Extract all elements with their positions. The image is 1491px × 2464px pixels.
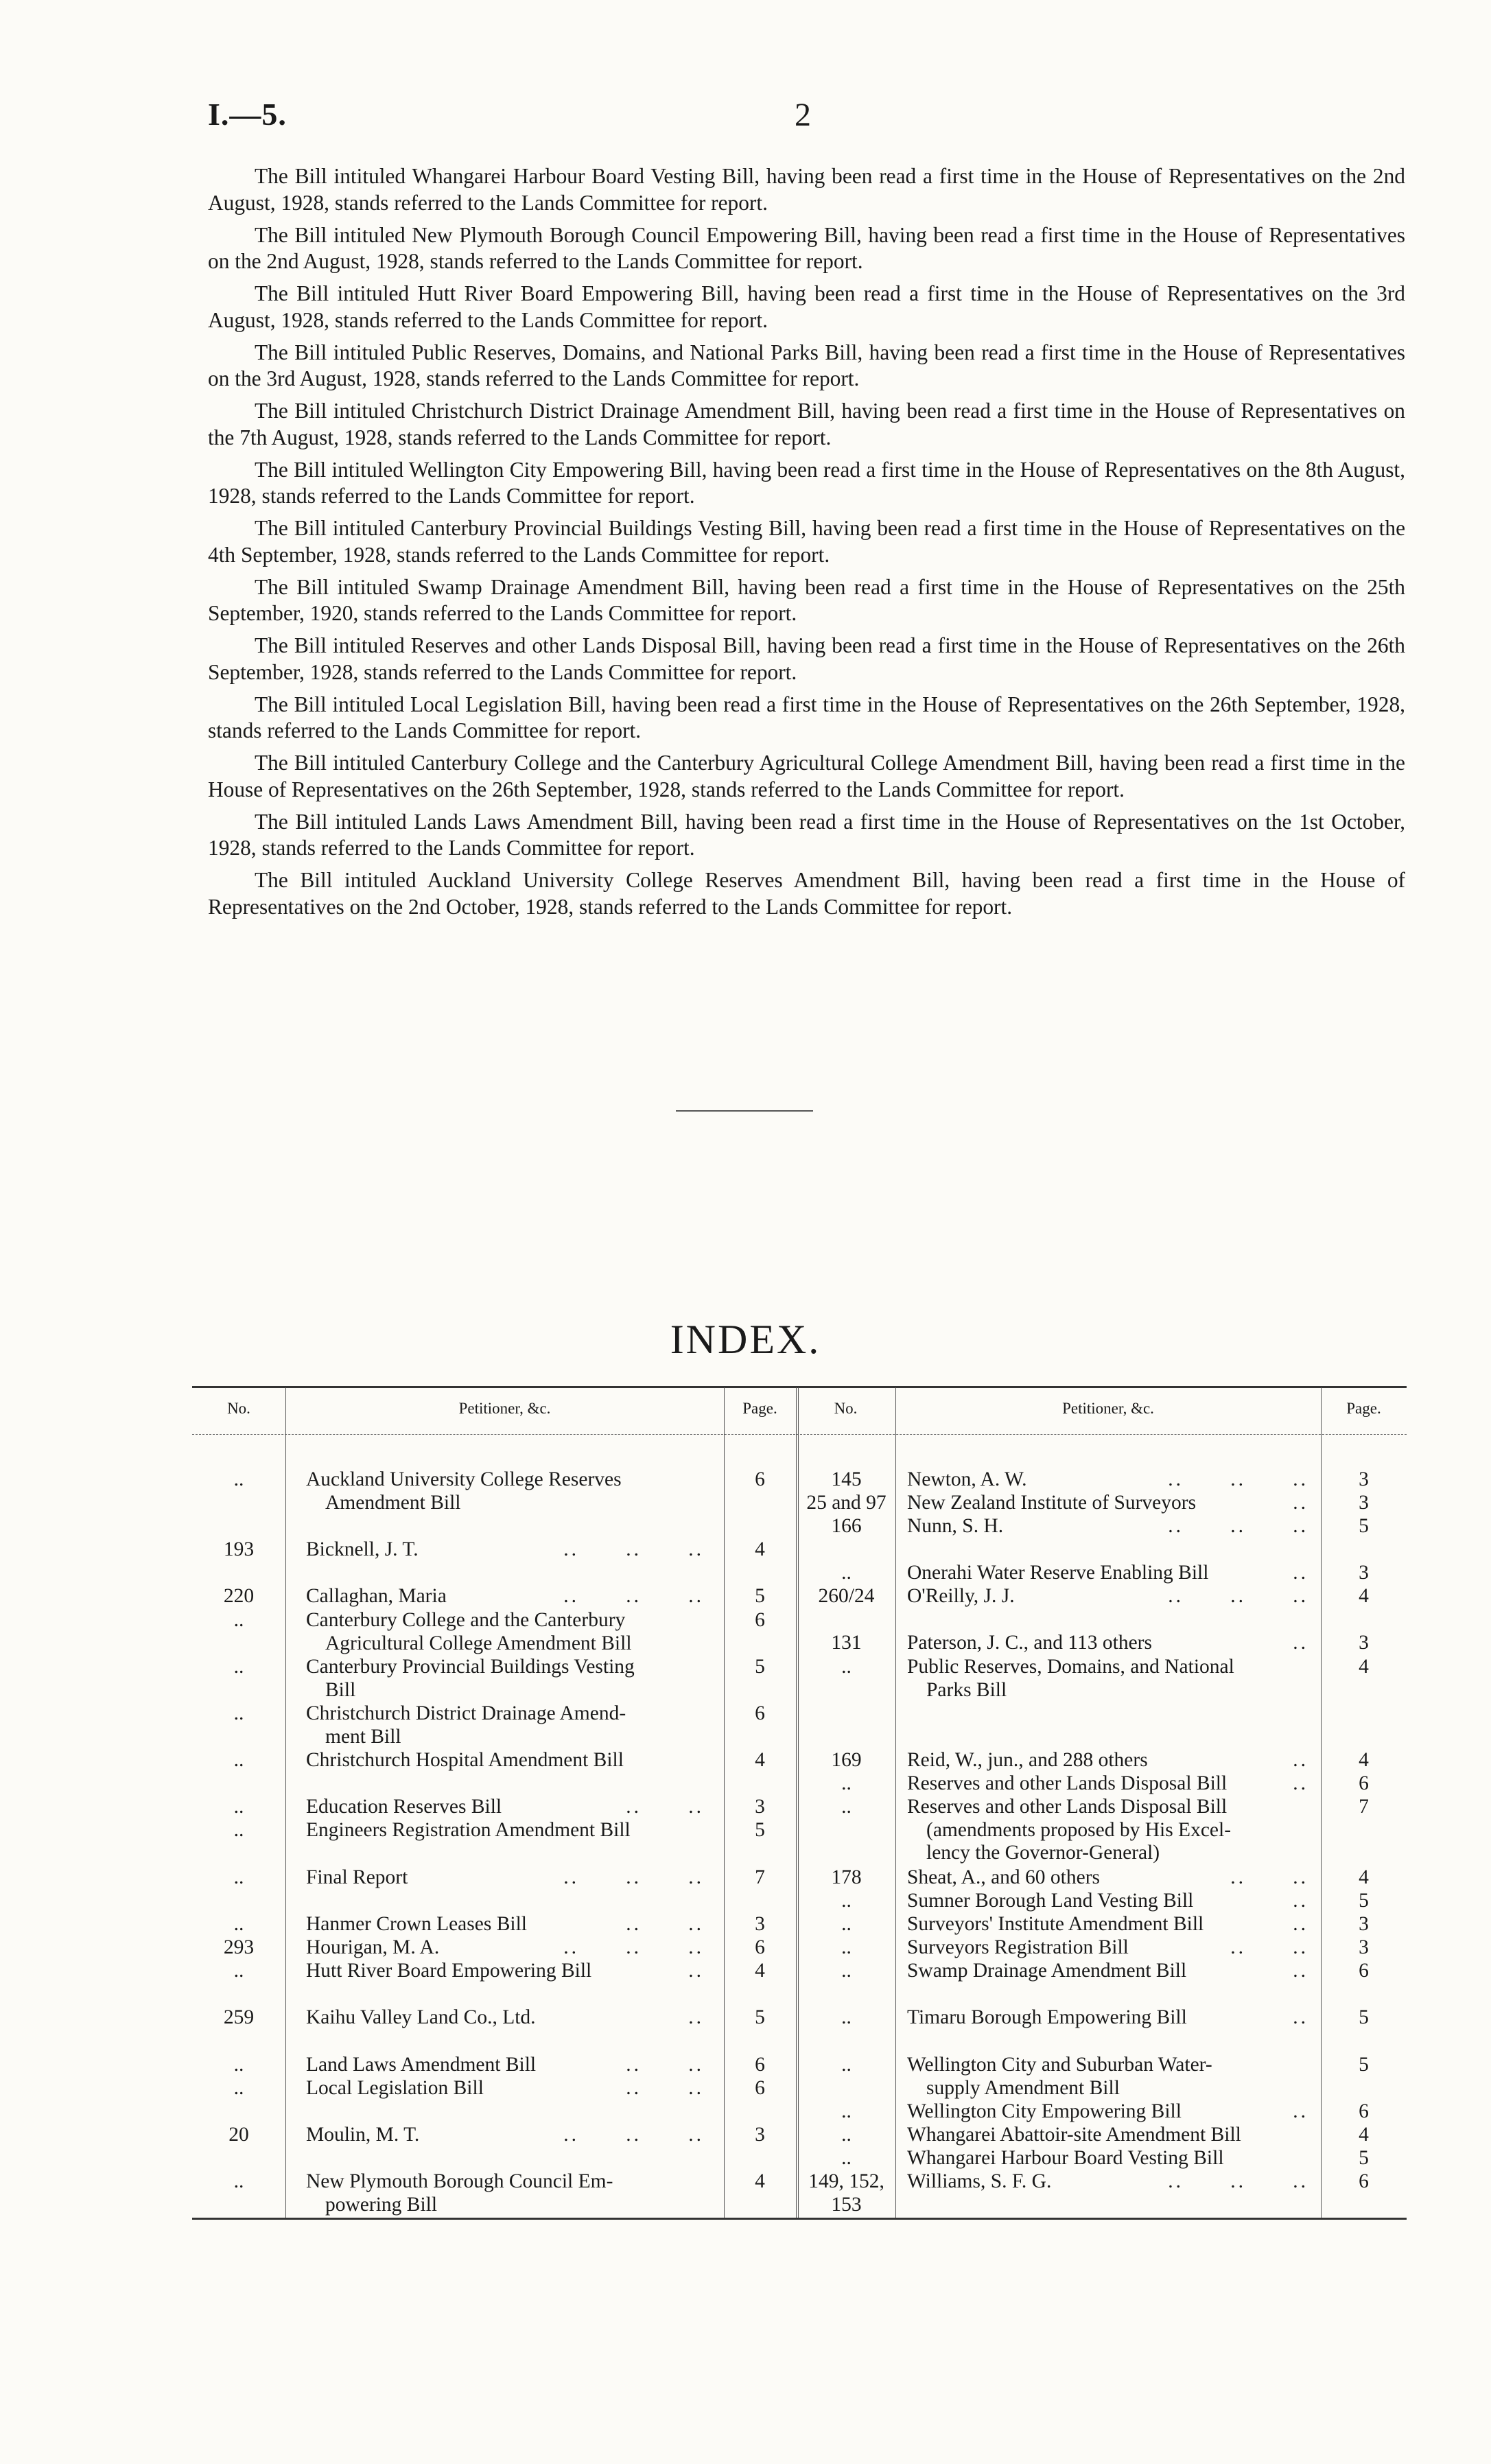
index-entry-title [306, 2124, 704, 2147]
index-entry-number: .. [233, 1819, 244, 1841]
index-entry-page: 6 [755, 2054, 765, 2076]
index-entry-title [306, 1819, 704, 1842]
index-entry-number: .. [841, 1890, 852, 1912]
index-entry-page: 4 [755, 1749, 765, 1771]
index-entry-page: 3 [755, 2124, 765, 2146]
index-entry-title-text: Whangarei Abattoir-site Amendment Bill [907, 2124, 1241, 2146]
index-entry-number: 131 [831, 1632, 862, 1654]
leader-dots: .. .. [626, 1796, 704, 1818]
index-entry-continuation: (amendments proposed by His Excel- [926, 1818, 1232, 1841]
column-rule [285, 1387, 286, 2218]
index-entry-name [907, 1515, 1308, 1538]
index-entry-name [907, 1468, 1308, 1492]
index-entry-name [907, 1585, 1308, 1608]
leader-dots: .. [1293, 1890, 1308, 1912]
index-entry-title [306, 1796, 704, 1819]
leader-dots: .. [1293, 2006, 1308, 2028]
index-entry-title-text: Auckland University College Reserves [306, 1468, 622, 1490]
index-entry-title [306, 1468, 704, 1492]
index-entry-name [907, 2054, 1308, 2100]
paragraph: The Bill intituled Hutt River Board Empowering Bill, having been read a first time in the House of Representatives on the 3rd August, 1928, stands referred to the Lands Committee for report. [208, 281, 1405, 332]
index-entry-title-text: Canterbury College and the Canterbury [306, 1609, 626, 1631]
index-entry-title-text: Canterbury Provincial Buildings Vesting [306, 1656, 635, 1678]
index-entry-title [907, 1960, 1308, 1983]
leader-dots: .. [1293, 1960, 1308, 1982]
index-entry-name [907, 1890, 1308, 1913]
index-entry-name [306, 1656, 704, 1702]
index-entry-number: 145 [831, 1468, 862, 1490]
index-entry-title-text: Newton, A. W. [907, 1468, 1027, 1490]
index-entry-page: 3 [1359, 1632, 1369, 1654]
header-petitioner-left: Petitioner, &c. [458, 1400, 551, 1417]
index-entry-title [907, 1585, 1308, 1608]
index-entry-title-text: Surveyors Registration Bill [907, 1936, 1129, 1958]
index-entry-number: .. [233, 1468, 244, 1490]
index-entry-name [907, 2170, 1308, 2194]
index-entry-title [306, 1585, 704, 1608]
index-entry-page: 5 [1359, 2006, 1369, 2028]
index-entry-title-text: Land Laws Amendment Bill [306, 2054, 537, 2076]
index-entry-number: 260/24 [818, 1585, 875, 1607]
index-entry-title-text: Williams, S. F. G. [907, 2170, 1052, 2192]
index-entry-name [306, 2006, 704, 2030]
index-entry-number: .. [841, 1772, 852, 1794]
leader-dots: .. .. .. [563, 1866, 704, 1888]
index-entry-number: .. [233, 1609, 244, 1631]
index-entry-title-text: Reserves and other Lands Disposal Bill [907, 1772, 1228, 1794]
paragraph: The Bill intituled Lands Laws Amendment Bill, having been read a first time in the House of Representatives on the 1st October, 1928, stands referred to the Lands Committee for report. [208, 809, 1405, 860]
index-entry-name [306, 1960, 704, 1983]
index-entry-number: .. [233, 1913, 244, 1935]
leader-dots: .. [1293, 2100, 1308, 2122]
index-entry-number: .. [841, 1936, 852, 1958]
index-entry-number: .. [841, 1796, 852, 1818]
index-entry-page: 4 [1359, 1585, 1369, 1607]
index-entry-page: 3 [1359, 1936, 1369, 1958]
column-rule [895, 1387, 896, 2218]
index-entry-number: .. [233, 1702, 244, 1724]
table-header-rule [192, 1434, 1407, 1435]
index-entry-name [306, 1609, 704, 1655]
index-entry-number: .. [841, 1562, 852, 1584]
index-entry-title [907, 1492, 1308, 1515]
index-entry-title-text: Local Legislation Bill [306, 2077, 484, 2099]
index-entry-title [907, 2100, 1308, 2124]
index-entry-name [907, 1749, 1308, 1772]
leader-dots: .. [1293, 1749, 1308, 1771]
leader-dots: .. .. .. [1168, 1515, 1308, 1537]
index-entry-page: 7 [755, 1866, 765, 1888]
index-entry-continuation: supply Amendment Bill [926, 2076, 1120, 2099]
index-entry-title [907, 1866, 1308, 1890]
index-entry-page: 3 [755, 1796, 765, 1818]
index-entry-title-text: New Zealand Institute of Surveyors [907, 1492, 1197, 1514]
index-entry-number: .. [841, 2054, 852, 2076]
index-entry-title-text: Wellington City Empowering Bill [907, 2100, 1182, 2122]
header-no-left: No. [227, 1400, 250, 1417]
header-page-left: Page. [742, 1400, 777, 1417]
index-entry-number: .. [841, 1656, 852, 1678]
index-entry-title-text: Wellington City and Suburban Water- [907, 2054, 1212, 2076]
index-entry-page: 4 [1359, 2124, 1369, 2146]
index-entry-title-text: Sumner Borough Land Vesting Bill [907, 1890, 1194, 1912]
index-entry-title [907, 1913, 1308, 1936]
leader-dots: .. [688, 2006, 704, 2028]
leader-dots: .. .. [1230, 1936, 1308, 1958]
index-entry-title [306, 2077, 704, 2100]
index-entry-continuation: powering Bill [325, 2193, 438, 2216]
leader-dots: .. [1293, 1772, 1308, 1794]
index-entry-title [907, 1749, 1308, 1772]
index-entry-continuation: Bill [325, 1678, 356, 1701]
index-entry-page: 4 [755, 1960, 765, 1982]
header-petitioner-right: Petitioner, &c. [1062, 1400, 1154, 1417]
leader-dots: .. [1293, 1492, 1308, 1514]
header-no-right: No. [834, 1400, 858, 1417]
index-entry-title-text: New Plymouth Borough Council Em- [306, 2170, 613, 2192]
leader-dots: .. .. .. [563, 1585, 704, 1607]
index-entry-name [907, 2006, 1308, 2030]
index-entry-number: .. [233, 2077, 244, 2099]
index-entry-title [306, 1960, 704, 1983]
paragraph: The Bill intituled New Plymouth Borough Council Empowering Bill, having been read a first time in the House of Representatives on the 2nd August, 1928, stands referred to the Lands Committee for report. [208, 222, 1405, 273]
index-entry-continuation: Amendment Bill [325, 1491, 461, 1514]
index-entry-page: 7 [1359, 1796, 1369, 1818]
index-entry-name [306, 2077, 704, 2100]
index-entry-name [306, 1796, 704, 1819]
index-entry-title-text: Education Reserves Bill [306, 1796, 502, 1818]
index-entry-title [907, 1772, 1308, 1796]
index-entry-number: 259 [223, 2006, 255, 2028]
index-entry-title [306, 2170, 704, 2194]
index-entry-name [306, 2124, 704, 2147]
index-entry-number: .. [841, 2006, 852, 2028]
header-page-right: Page. [1346, 1400, 1381, 1417]
leader-dots: .. .. .. [1168, 1585, 1308, 1607]
paragraph: The Bill intituled Whangarei Harbour Board Vesting Bill, having been read a first time in the House of Representatives on the 2nd August, 1928, stands referred to the Lands Committee for report. [208, 164, 1405, 215]
index-entry-title [907, 2006, 1308, 2030]
index-entry-title [907, 1656, 1308, 1679]
section-divider [676, 1110, 813, 1112]
index-entry-name [907, 1492, 1308, 1515]
paragraph: The Bill intituled Wellington City Empowering Bill, having been read a first time in the House of Representatives on the 8th August, 1928, stands referred to the Lands Committee for report. [208, 457, 1405, 508]
index-entry-page: 4 [1359, 1656, 1369, 1678]
index-entry-title [306, 2054, 704, 2077]
index-entry-title [907, 1890, 1308, 1913]
index-entry-page: 5 [1359, 1890, 1369, 1912]
index-entry-page: 6 [1359, 2100, 1369, 2122]
index-entry-page: 6 [755, 2077, 765, 2099]
index-entry-title-text: Timaru Borough Empowering Bill [907, 2006, 1187, 2028]
index-entry-name [907, 2124, 1308, 2147]
index-entry-page: 5 [1359, 2054, 1369, 2076]
index-entry-page: 5 [1359, 2147, 1369, 2169]
index-entry-page: 6 [755, 1702, 765, 1724]
index-entry-continuation: lency the Governor-General) [926, 1842, 1160, 1864]
index-entry-page: 6 [755, 1609, 765, 1631]
index-entry-number: .. [233, 1749, 244, 1771]
index-entry-name [306, 1538, 704, 1562]
table-bottom-rule [192, 2218, 1407, 2220]
index-entry-title [306, 1702, 704, 1726]
index-entry-page: 5 [755, 1819, 765, 1841]
index-entry-title-text: Callaghan, Maria [306, 1585, 447, 1607]
index-entry-number: 25 and 97 [806, 1492, 887, 1514]
index-entry-page: 5 [755, 2006, 765, 2028]
index-entry-page: 6 [755, 1468, 765, 1490]
index-entry-title [907, 1468, 1308, 1492]
index-entry-page: 3 [1359, 1468, 1369, 1490]
index-entry-title-text: Moulin, M. T. [306, 2124, 420, 2146]
index-entry-name [907, 1772, 1308, 1796]
index-entry-page: 4 [755, 1538, 765, 1560]
index-entry-title [306, 1913, 704, 1936]
paragraph: The Bill intituled Public Reserves, Domains, and National Parks Bill, having been read a first time in the House of Representatives on the 3rd August, 1928, stands referred to the Lands Committee for report. [208, 340, 1405, 390]
index-entry-name [907, 1656, 1308, 1702]
index-entry-title [907, 1936, 1308, 1960]
index-entry-name [306, 2170, 704, 2216]
index-entry-number: 193 [223, 1538, 255, 1560]
index-entry-number: .. [841, 1913, 852, 1935]
index-entry-title-text: Hutt River Board Empowering Bill [306, 1960, 592, 1982]
index-entry-page: 3 [1359, 1913, 1369, 1935]
body-text [208, 163, 1405, 926]
index-entry-number: 149, 152, 153 [808, 2170, 884, 2216]
leader-dots: .. .. [626, 2054, 704, 2076]
index-entry-name [306, 1913, 704, 1936]
index-title: INDEX. [670, 1317, 821, 1362]
index-entry-title-text: Christchurch Hospital Amendment Bill [306, 1749, 624, 1771]
leader-dots: .. [1293, 1562, 1308, 1584]
index-entry-title-text: Reid, W., jun., and 288 others [907, 1749, 1148, 1771]
index-entry-title [907, 1515, 1308, 1538]
index-entry-number: .. [233, 1960, 244, 1982]
leader-dots: .. [1293, 1632, 1308, 1654]
index-entry-name [907, 1866, 1308, 1890]
paragraph: The Bill intituled Christchurch District Drainage Amendment Bill, having been read a first time in the House of Representatives on the 7th August, 1928, stands referred to the Lands Committee for report. [208, 399, 1405, 449]
index-entry-name [907, 1796, 1308, 1865]
index-entry-number: .. [841, 2100, 852, 2122]
index-entry-title-text: Hanmer Crown Leases Bill [306, 1913, 527, 1935]
index-entry-title-text: O'Reilly, J. J. [907, 1585, 1015, 1607]
leader-dots: .. .. .. [563, 1936, 704, 1958]
index-entry-title-text: Engineers Registration Amendment Bill [306, 1819, 631, 1841]
index-entry-title-text: Nunn, S. H. [907, 1515, 1004, 1537]
paragraph: The Bill intituled Reserves and other Lands Disposal Bill, having been read a first time in the House of Representatives on the 26th September, 1928, stands referred to the Lands Committee for report. [208, 633, 1405, 684]
leader-dots: .. .. .. [1168, 2170, 1308, 2192]
index-entry-title [306, 1749, 704, 1772]
leader-dots: .. .. [1230, 1866, 1308, 1888]
paragraph: The Bill intituled Swamp Drainage Amendment Bill, having been read a first time in the House of Representatives on the 25th September, 1920, stands referred to the Lands Committee for report. [208, 574, 1405, 625]
page-header-ref: I.—5. [208, 97, 287, 132]
index-entry-title [306, 1538, 704, 1562]
index-entry-name [907, 1632, 1308, 1655]
index-entry-name [907, 1913, 1308, 1936]
leader-dots: .. .. [626, 1913, 704, 1935]
index-entry-title [907, 2170, 1308, 2194]
index-entry-number: 293 [223, 1936, 255, 1958]
index-entry-title [907, 2124, 1308, 2147]
index-entry-name [907, 1960, 1308, 1983]
index-entry-page: 4 [1359, 1749, 1369, 1771]
index-entry-title-text: Whangarei Harbour Board Vesting Bill [907, 2147, 1224, 2169]
leader-dots: .. .. .. [563, 1538, 704, 1560]
index-entry-page: 5 [755, 1585, 765, 1607]
index-entry-page: 3 [1359, 1562, 1369, 1584]
index-entry-title-text: Public Reserves, Domains, and National [907, 1656, 1234, 1678]
index-entry-title [907, 2147, 1308, 2170]
index-entry-page: 5 [1359, 1515, 1369, 1537]
index-entry-title-text: Reserves and other Lands Disposal Bill [907, 1796, 1228, 1818]
leader-dots: .. [1293, 1913, 1308, 1935]
index-entry-name [907, 1936, 1308, 1960]
index-entry-title [907, 2054, 1308, 2077]
paragraph: The Bill intituled Local Legislation Bill, having been read a first time in the House of Representatives on the 26th September, 1928, stands referred to the Lands Committee for report. [208, 692, 1405, 742]
index-entry-number: .. [233, 2054, 244, 2076]
index-entry-name [306, 1936, 704, 1960]
index-entry-page: 5 [755, 1656, 765, 1678]
index-entry-page: 6 [755, 1936, 765, 1958]
index-entry-title-text: Swamp Drainage Amendment Bill [907, 1960, 1187, 1982]
leader-dots: .. [688, 1960, 704, 1982]
index-entry-name [306, 1468, 704, 1514]
index-entry-title [306, 1866, 704, 1890]
index-entry-title [306, 2006, 704, 2030]
index-entry-name [306, 1866, 704, 1890]
index-entry-page: 6 [1359, 1960, 1369, 1982]
index-entry-number: 166 [831, 1515, 862, 1537]
page-number: 2 [795, 97, 811, 133]
index-entry-name [306, 1819, 704, 1842]
index-entry-title [306, 1656, 704, 1679]
paragraph: The Bill intituled Canterbury College and the Canterbury Agricultural College Amendment Bill, having been read a first time in the House of Representatives on the 26th September, 1928, stands referred to the Lands Committee for report. [208, 751, 1405, 801]
index-entry-name [306, 1585, 704, 1608]
index-entry-name [907, 2147, 1308, 2170]
leader-dots: .. .. [626, 2077, 704, 2099]
index-entry-title-text: Sheat, A., and 60 others [907, 1866, 1101, 1888]
index-entry-continuation: Agricultural College Amendment Bill [325, 1632, 632, 1654]
table-top-rule [192, 1386, 1407, 1388]
index-entry-title-text: Paterson, J. C., and 113 others [907, 1632, 1152, 1654]
index-entry-name [907, 2100, 1308, 2124]
index-entry-name [306, 2054, 704, 2077]
index-entry-number: .. [841, 1960, 852, 1982]
index-entry-name [306, 1702, 704, 1748]
index-entry-number: .. [233, 2170, 244, 2192]
index-entry-title-text: Onerahi Water Reserve Enabling Bill [907, 1562, 1209, 1584]
index-entry-title-text: Bicknell, J. T. [306, 1538, 419, 1560]
index-entry-number: 20 [228, 2124, 249, 2146]
index-entry-page: 4 [1359, 1866, 1369, 1888]
index-entry-title-text: Christchurch District Drainage Amend- [306, 1702, 626, 1724]
index-entry-number: 178 [831, 1866, 862, 1888]
index-entry-title [907, 1562, 1308, 1585]
index-entry-number: .. [841, 2147, 852, 2169]
index-entry-title-text: Final Report [306, 1866, 408, 1888]
index-entry-number: .. [233, 1656, 244, 1678]
index-entry-page: 3 [755, 1913, 765, 1935]
index-entry-name [306, 1749, 704, 1772]
index-entry-number: 169 [831, 1749, 862, 1771]
index-entry-page: 6 [1359, 2170, 1369, 2192]
leader-dots: .. .. .. [1168, 1468, 1308, 1490]
leader-dots: .. .. .. [563, 2124, 704, 2146]
paragraph: The Bill intituled Auckland University College Reserves Amendment Bill, having been read a first time in the House of Representatives on the 2nd October, 1928, stands referred to the Lands Committee for report. [208, 868, 1405, 919]
paragraph: The Bill intituled Canterbury Provincial Buildings Vesting Bill, having been read a first time in the House of Representatives on the 4th September, 1928, stands referred to the Lands Committee for report. [208, 516, 1405, 567]
index-entry-number: .. [841, 2124, 852, 2146]
index-entry-page: 6 [1359, 1772, 1369, 1794]
index-entry-page: 3 [1359, 1492, 1369, 1514]
index-entry-number: .. [233, 1866, 244, 1888]
index-entry-title-text: Surveyors' Institute Amendment Bill [907, 1913, 1204, 1935]
index-entry-name [907, 1562, 1308, 1585]
index-entry-title [306, 1609, 704, 1632]
index-entry-title-text: Kaihu Valley Land Co., Ltd. [306, 2006, 536, 2028]
index-entry-title-text: Hourigan, M. A. [306, 1936, 440, 1958]
index-entry-title [907, 1632, 1308, 1655]
index-entry-continuation: ment Bill [325, 1725, 401, 1748]
index-entry-number: 220 [223, 1585, 255, 1607]
index-entry-title [907, 1796, 1308, 1819]
index-entry-title [306, 1936, 704, 1960]
index-entry-continuation: Parks Bill [926, 1678, 1007, 1701]
index-entry-number: .. [233, 1796, 244, 1818]
index-entry-page: 4 [755, 2170, 765, 2192]
